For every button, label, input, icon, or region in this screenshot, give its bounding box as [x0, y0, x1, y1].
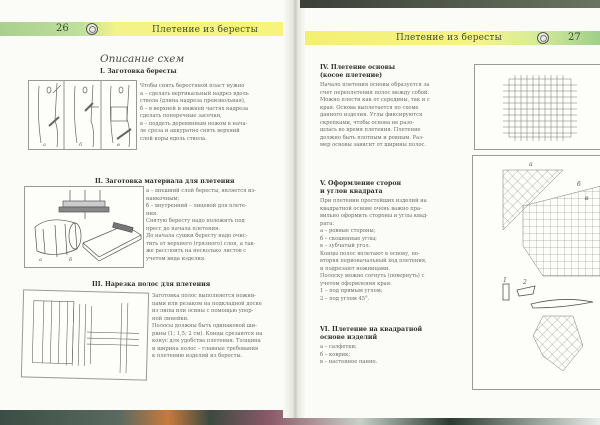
section-heading-5: V. Оформление сторон и углов квадрата [320, 180, 402, 195]
section-2-text: а – внешний слой бересты, является из- нанкочным; б – внутренний – лицевой для плете- ния. Снятую бересту надо положить под пресс до начала плетения. До начала сушки бересту надо очис- тить от верхнего (грязного) слоя, а так- же расслоить на несколько листов с учетом вида изделия. [146, 188, 257, 262]
book-cover-edge [300, 0, 600, 8]
section-1-text: Чтобы снять берестяной пласт нужно а – сделать вертикальный надрез вдоль ствола (длина надреза произвольная), б – в верхней и нижней частях надреза сделать поперечные засечки, в – поддеть деревянным ножом в нача- ле среза и аккуратно снять верхний слой коры вдоль ствола. [140, 83, 249, 142]
right-running-title: Плетение из бересты [396, 33, 502, 43]
section-4-text: Начало плетения основы образуется за счет переплетения полос между собой. Можно плести как от середины, так и с края. Основа выплетается по схеме данного изделия. Углы фиксируются скрепками, чтобы основа не разо- шлась во время плетения. Плетение должно быть плотным и ровным. Раз- мер основы зависит от ширины полос. [320, 82, 430, 148]
svg-text:б: б [577, 181, 581, 188]
svg-text:в: в [117, 142, 120, 148]
left-running-title: Плетение из бересты [152, 25, 258, 35]
section-heading-3: III. Нарезка полос для плетения [92, 281, 211, 288]
svg-text:а: а [39, 257, 42, 263]
figure-weaving-base [474, 64, 600, 150]
figure-strip-cutting [21, 289, 149, 380]
figure-square-sides-and-products [472, 155, 600, 390]
section-6-text: а – салфетки; б – коврик; в – настенное панно. [320, 344, 378, 365]
right-page [300, 0, 600, 418]
section-heading-2: II. Заготовка материала для плетения [95, 178, 235, 185]
svg-text:б: б [79, 142, 83, 148]
svg-text:а: а [529, 161, 533, 168]
section-5-text: При плетении простейших изделий на квадратной основе очень важно пра- вильно оформить стороны и углы квад- рата: а – ровные стороны; б – скошенные углы; в – зубчатый угол. Концы полос вплетают в основу, по- вторяя первоначальный ход плетения, и подрезают ножницами. Полоску можно согнуть (повернуть) с учетом оформления края: 1 – под прямым углом; 2 – под углом 45°. [320, 198, 428, 302]
svg-text:в: в [585, 195, 589, 202]
svg-text:1: 1 [503, 277, 507, 284]
section-title: Описание схем [100, 53, 185, 65]
left-page [0, 0, 290, 410]
book-gutter [283, 0, 305, 418]
section-heading-6: VI. Плетение на квадратной основе изделий [320, 326, 423, 341]
figure-material-preparation [24, 186, 144, 268]
left-page-number: 26 [56, 23, 69, 34]
section-3-text: Заготовка полос выполняется ножни- цами или резаком на подкладной доске из липы или осины с помощью упор- ной линейки. Полосы должны быть одинаковой ши- рины (1; 1,5; 2 см). Концы срезаются на конус для удобства плетения. Толщина и ширина полос – главные требования к плетению изделий из бересты. [152, 293, 263, 359]
book-emblem-icon [537, 32, 549, 44]
section-heading-4: IV. Плетение основы (косое плетение) [320, 64, 396, 79]
figure-birch-bark-harvesting [28, 80, 137, 150]
svg-text:а: а [43, 142, 46, 148]
right-page-number: 27 [568, 32, 581, 43]
svg-text:б: б [69, 257, 73, 263]
svg-text:2: 2 [523, 279, 527, 286]
book-emblem-icon [86, 23, 98, 35]
section-heading-1: I. Заготовка бересты [100, 68, 177, 75]
